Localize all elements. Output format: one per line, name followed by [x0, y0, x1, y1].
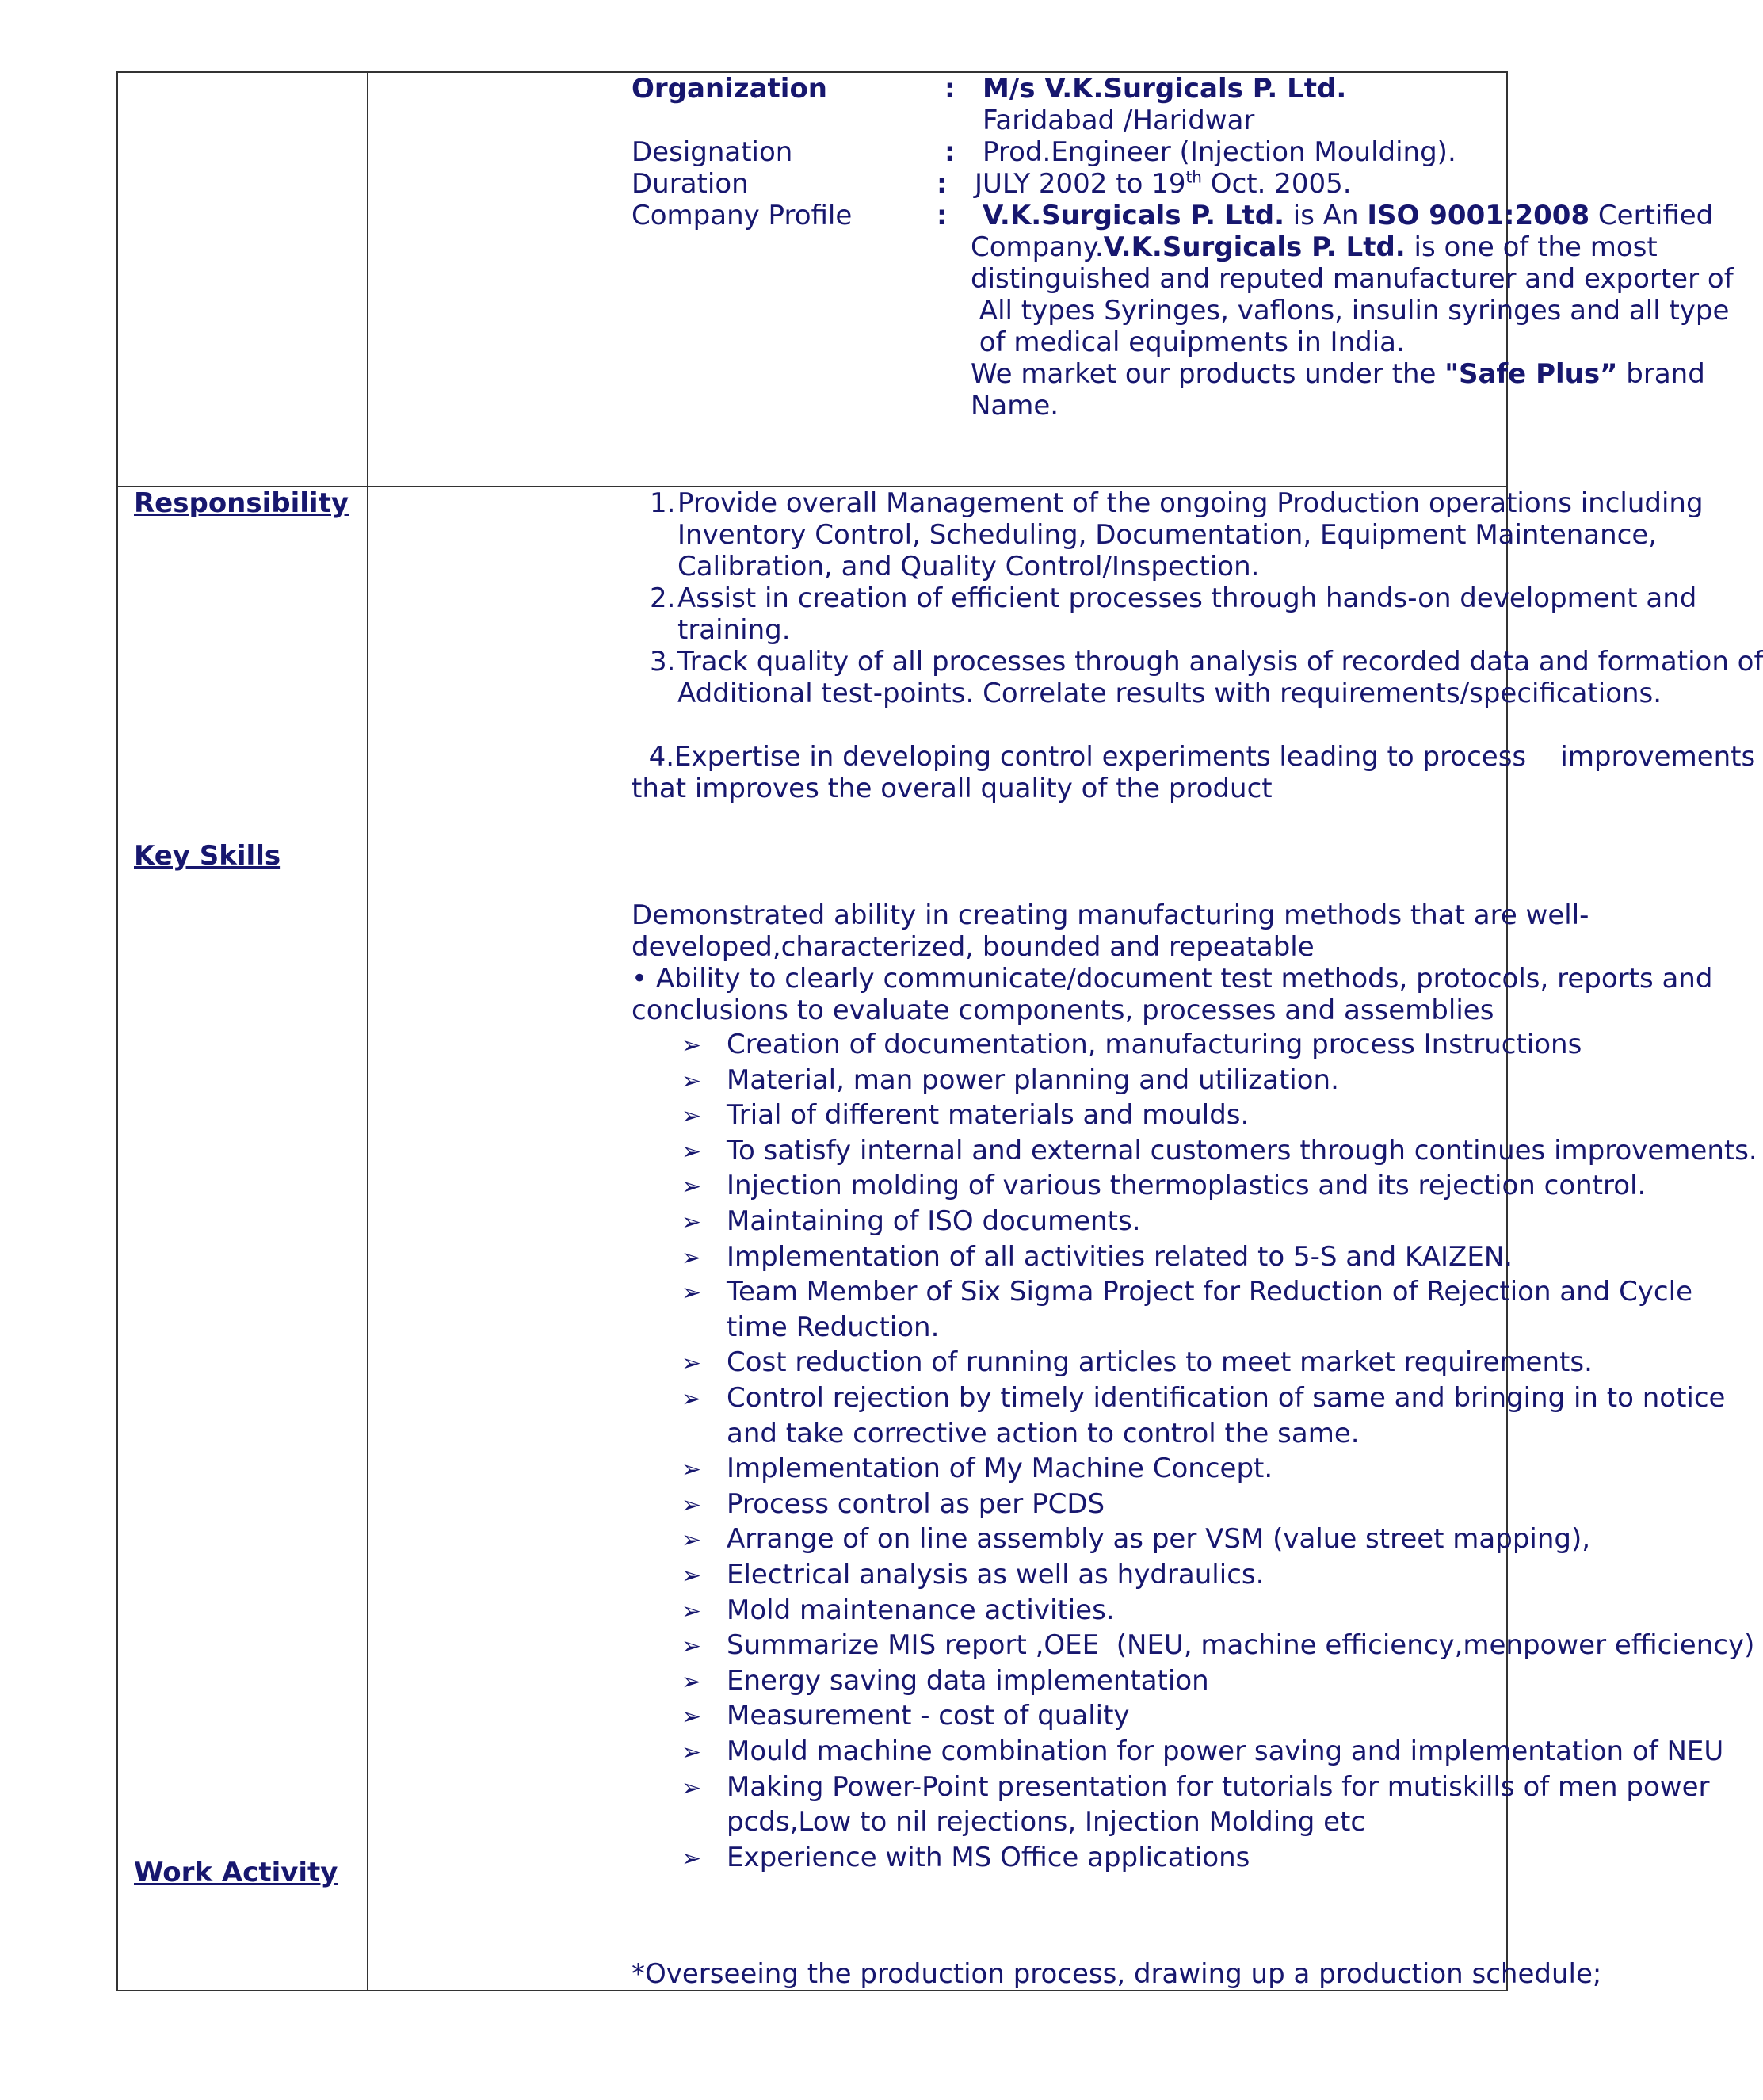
skills-intro-line-4: conclusions to evaluate components, processes and assemblies [632, 995, 1494, 1026]
company-profile-line-1: V.K.Surgicals P. Ltd. is An ISO 9001:2008 Certified [983, 200, 1714, 231]
skill-bullet-arrow-icon: ➢ [681, 1456, 702, 1483]
responsibility-number-1: 1. [650, 487, 676, 519]
skill-item: Summarize MIS report ,OEE (NEU, machine efficiency,menpower efficiency) [727, 1629, 1755, 1661]
company-profile-line-4: All types Syringes, vaflons, insulin syringes and all type [971, 295, 1730, 326]
skill-bullet-arrow-icon: ➢ [681, 1067, 702, 1095]
responsibility-item-1-line-3: Calibration, and Quality Control/Inspection. [677, 551, 1260, 582]
skill-bullet-arrow-icon: ➢ [681, 1526, 702, 1554]
skill-bullet-arrow-icon: ➢ [681, 1562, 702, 1590]
company-profile-line-2: Company.V.K.Surgicals P. Ltd. is one of the most [971, 231, 1658, 263]
skill-bullet-arrow-icon: ➢ [681, 1668, 702, 1696]
company-details-cell [368, 72, 1734, 487]
skill-item: time Reduction. [727, 1312, 940, 1343]
responsibility-number-3: 3. [650, 646, 676, 678]
organization-value: M/s V.K.Surgicals P. Ltd. [983, 73, 1347, 105]
skill-item: Trial of different materials and moulds. [727, 1099, 1250, 1131]
skill-item: pcds,Low to nil rejections, Injection Molding etc [727, 1806, 1366, 1838]
duration-colon: : [937, 168, 948, 200]
skill-bullet-arrow-icon: ➢ [681, 1632, 702, 1660]
company-profile-line-6: We market our products under the "Safe Plus” brand [971, 358, 1705, 390]
skill-item: Measurement - cost of quality [727, 1700, 1130, 1732]
responsibility-item-3-line-1: Track quality of all processes through analysis of recorded data and formation of [677, 646, 1763, 678]
skill-item: To satisfy internal and external customers through continues improvements. [727, 1135, 1757, 1166]
skills-intro-line-1: Demonstrated ability in creating manufacturing methods that are well- [632, 899, 1589, 931]
duration-label: Duration [632, 168, 749, 200]
skill-bullet-arrow-icon: ➢ [681, 1032, 702, 1060]
duration-value: JULY 2002 to 19th Oct. 2005. [975, 167, 1352, 200]
company-left-cell [117, 72, 368, 487]
responsibility-item-3-line-2: Additional test-points. Correlate results with requirements/specifications. [677, 678, 1662, 709]
skill-bullet-arrow-icon: ➢ [681, 1102, 702, 1130]
skill-item: Maintaining of ISO documents. [727, 1205, 1141, 1237]
skill-item: Electrical analysis as well as hydraulics. [727, 1559, 1265, 1590]
skill-bullet-arrow-icon: ➢ [681, 1138, 702, 1166]
skill-item: Energy saving data implementation [727, 1665, 1209, 1697]
designation-colon: : [944, 136, 956, 168]
skill-item: Making Power-Point presentation for tutorials for mutiskills of men power [727, 1771, 1710, 1803]
designation-label: Designation [632, 136, 793, 168]
skill-bullet-arrow-icon: ➢ [681, 1491, 702, 1519]
responsibility-number-2: 2. [650, 582, 676, 614]
company-profile-line-7: Name. [971, 390, 1059, 422]
skill-bullet-arrow-icon: ➢ [681, 1703, 702, 1731]
company-profile-label: Company Profile [632, 200, 853, 231]
skill-item: Implementation of all activities related to 5-S and KAIZEN. [727, 1241, 1513, 1273]
headings-cell [117, 487, 368, 1991]
skill-item: Control rejection by timely identification of same and bringing in to notice [727, 1382, 1726, 1414]
responsibility-item-1-line-1: Provide overall Management of the ongoing Production operations including [677, 487, 1704, 519]
heading-key-skills: Key Skills [134, 840, 281, 872]
skill-bullet-arrow-icon: ➢ [681, 1739, 702, 1766]
company-profile-line-3: distinguished and reputed manufacturer and exporter of [971, 263, 1734, 295]
skill-item: Mold maintenance activities. [727, 1594, 1115, 1626]
responsibility-item-4-line-1: 4.Expertise in developing control experiments leading to process improvements [632, 741, 1756, 773]
skill-item: and take corrective action to control the same. [727, 1418, 1360, 1449]
skill-bullet-arrow-icon: ➢ [681, 1598, 702, 1625]
skill-item: Process control as per PCDS [727, 1488, 1105, 1520]
location-value: Faridabad /Haridwar [983, 105, 1255, 136]
company-profile-line-5: of medical equipments in India. [971, 326, 1405, 358]
skill-bullet-arrow-icon: ➢ [681, 1244, 702, 1272]
responsibility-item-2-line-1: Assist in creation of efficient processes through hands-on development and [677, 582, 1697, 614]
skill-item: Cost reduction of running articles to meet market requirements. [727, 1346, 1593, 1378]
skill-bullet-arrow-icon: ➢ [681, 1208, 702, 1236]
responsibility-item-1-line-2: Inventory Control, Scheduling, Documentation, Equipment Maintenance, [677, 519, 1658, 551]
skill-item: Material, man power planning and utilization. [727, 1064, 1339, 1096]
skills-intro-line-3: • Ability to clearly communicate/document test methods, protocols, reports and [632, 963, 1713, 995]
work-activity-line-1: *Overseeing the production process, drawing up a production schedule; [632, 1958, 1602, 1990]
skill-item: Mould machine combination for power saving and implementation of NEU [727, 1735, 1724, 1767]
skill-bullet-arrow-icon: ➢ [681, 1774, 702, 1802]
skill-bullet-arrow-icon: ➢ [681, 1279, 702, 1307]
skill-item: Experience with MS Office applications [727, 1842, 1250, 1873]
heading-responsibility: Responsibility [134, 487, 349, 519]
organization-label: Organization [632, 73, 828, 105]
skill-bullet-arrow-icon: ➢ [681, 1845, 702, 1873]
designation-value: Prod.Engineer (Injection Moulding). [983, 136, 1456, 168]
skills-intro-line-2: developed,characterized, bounded and repeatable [632, 931, 1315, 963]
skill-bullet-arrow-icon: ➢ [681, 1350, 702, 1377]
experience-table [116, 71, 1763, 1991]
skill-item: Implementation of My Machine Concept. [727, 1453, 1273, 1484]
skill-bullet-arrow-icon: ➢ [681, 1173, 702, 1201]
skill-item: Team Member of Six Sigma Project for Reduction of Rejection and Cycle [727, 1276, 1692, 1308]
skill-bullet-arrow-icon: ➢ [681, 1385, 702, 1413]
heading-work-activity: Work Activity [134, 1857, 338, 1888]
responsibility-item-4-line-2: that improves the overall quality of the product [632, 773, 1273, 804]
skill-item: Creation of documentation, manufacturing process Instructions [727, 1029, 1582, 1060]
content-cell [368, 487, 1763, 1991]
company-profile-colon: : [937, 200, 948, 231]
responsibility-item-2-line-2: training. [677, 614, 791, 646]
organization-colon: : [944, 73, 956, 105]
skill-item: Arrange of on line assembly as per VSM (value street mapping), [727, 1523, 1591, 1555]
skill-item: Injection molding of various thermoplastics and its rejection control. [727, 1170, 1647, 1201]
